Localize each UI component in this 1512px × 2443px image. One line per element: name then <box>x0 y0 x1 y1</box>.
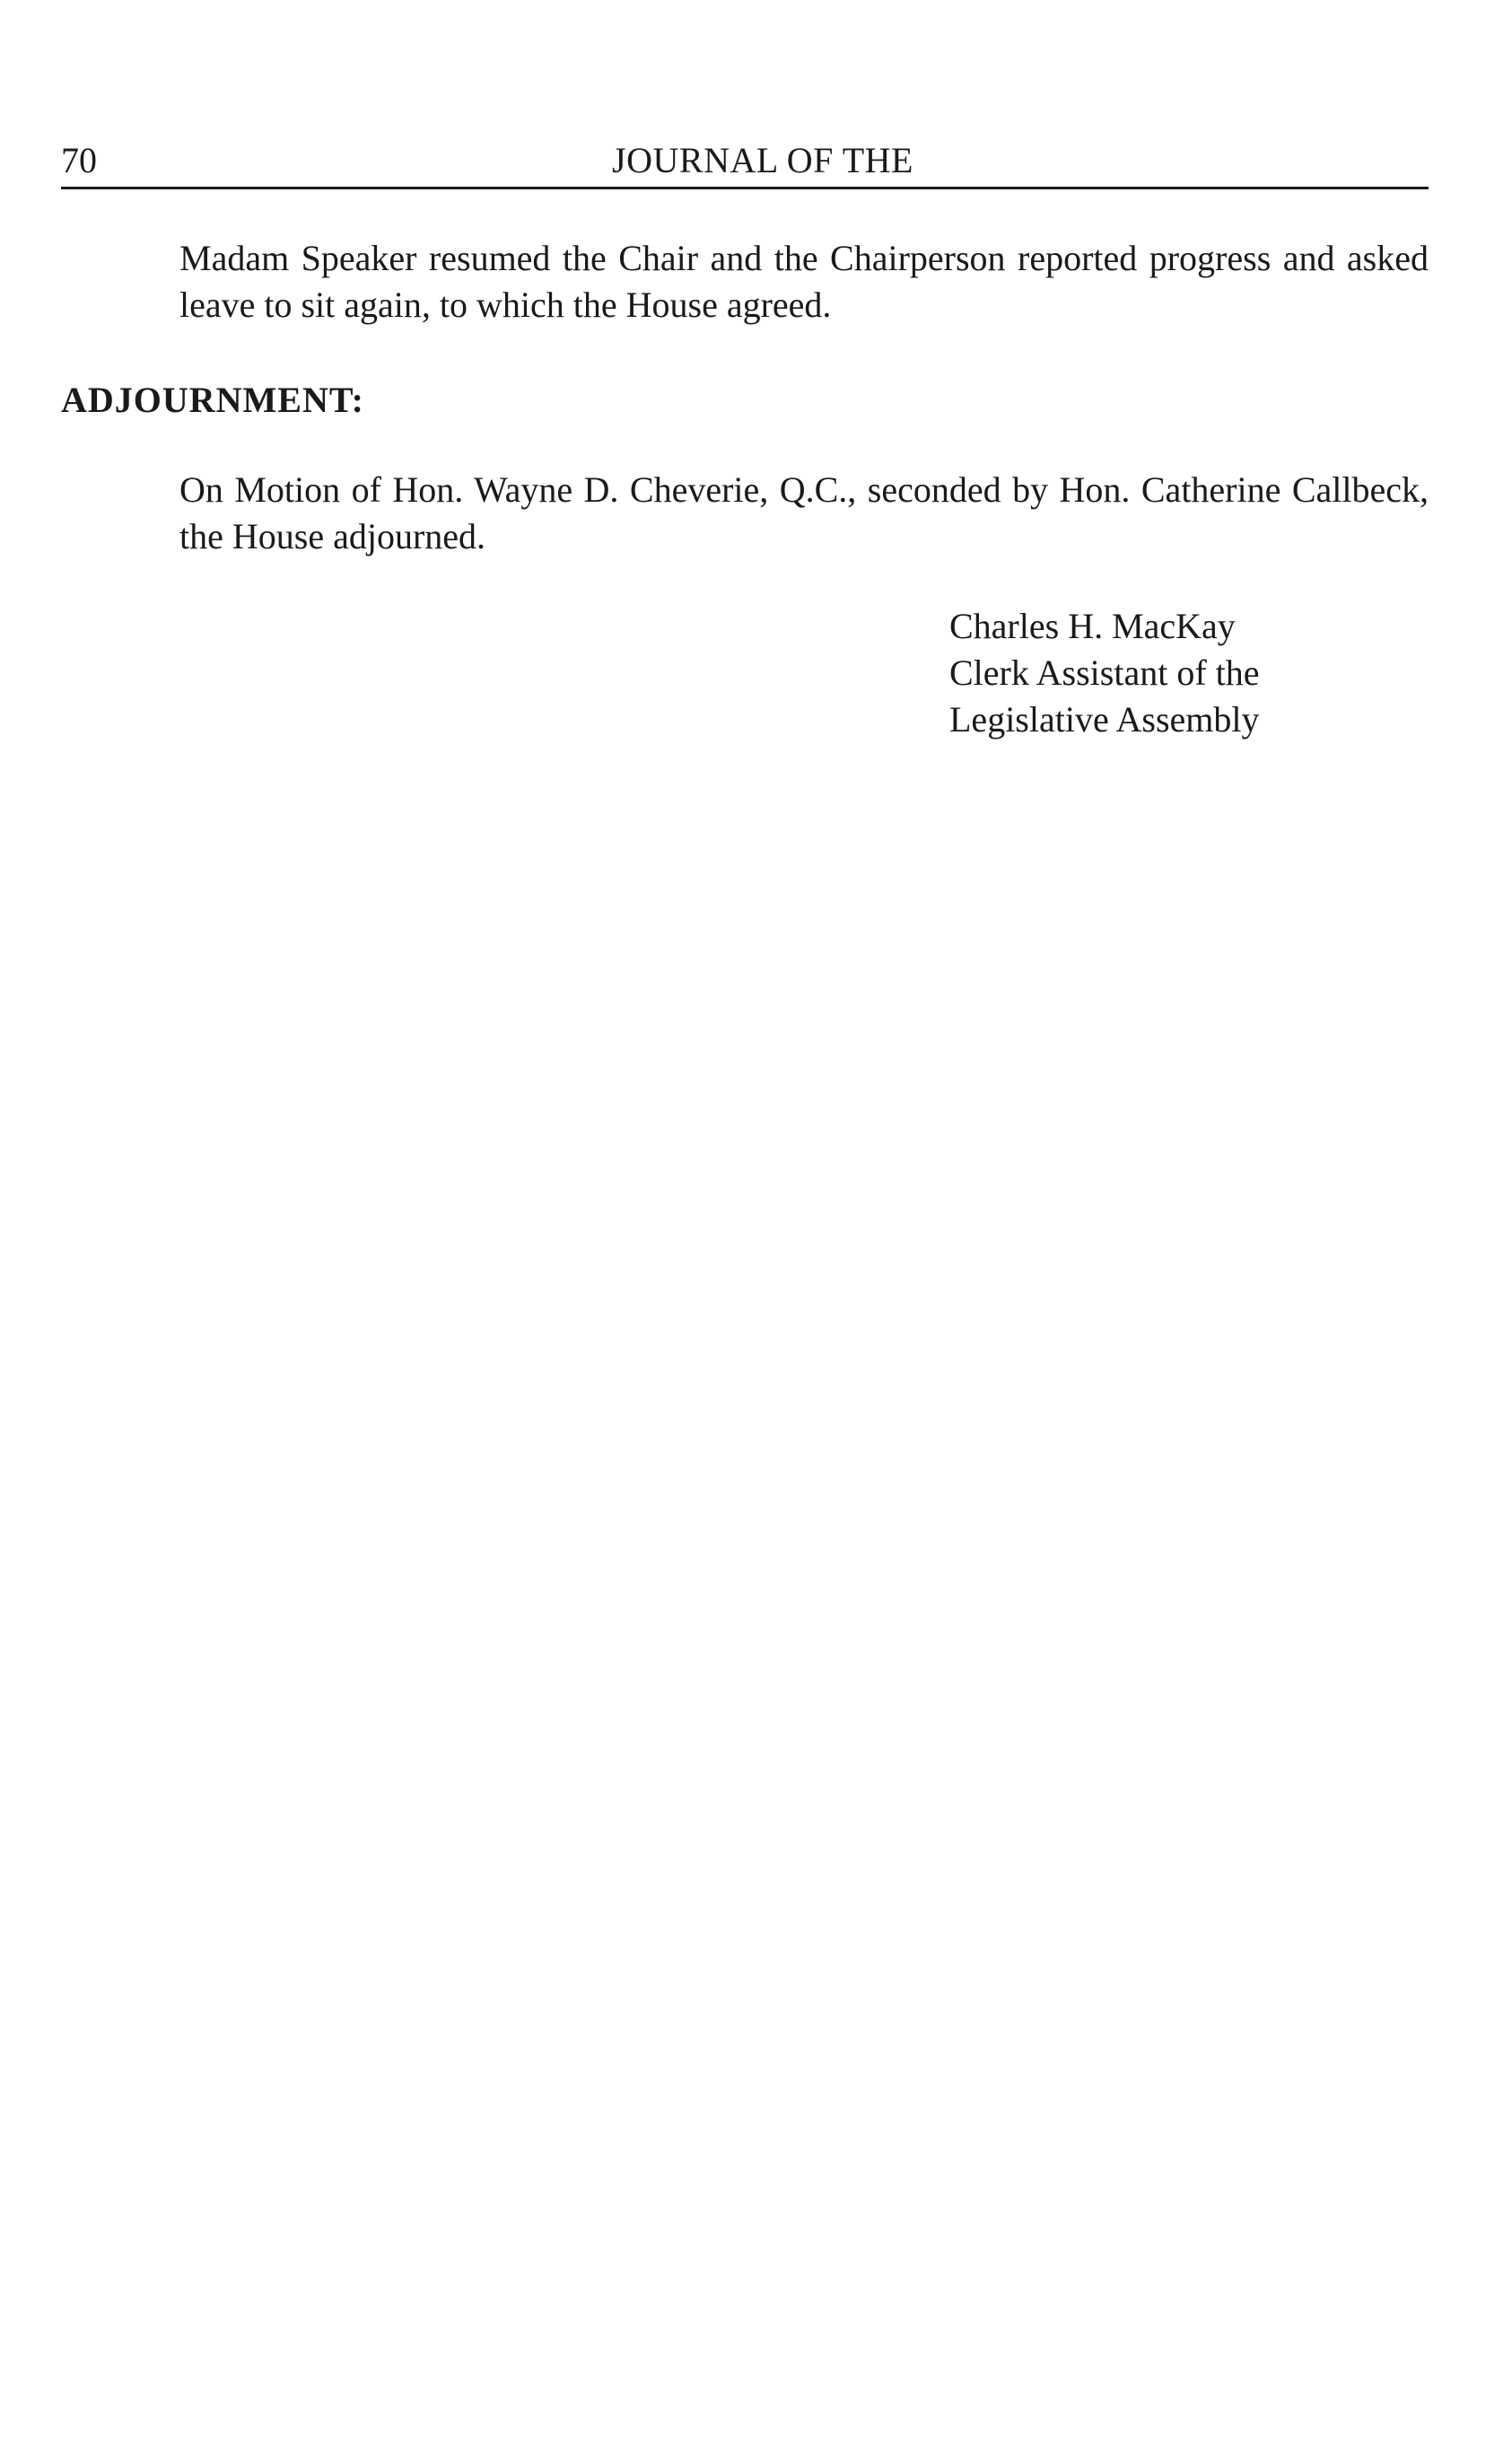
running-head: JOURNAL OF THE <box>612 140 913 180</box>
signatory-name: Charles H. MacKay <box>949 606 1236 646</box>
section-heading-adjournment: ADJOURNMENT: <box>61 380 364 420</box>
adjournment-paragraph: On Motion of Hon. Wayne D. Cheverie, Q.C., seconded by Hon. Catherine Callbeck, the House adjourned. <box>179 469 1429 556</box>
signatory-title-line-2: Legislative Assembly <box>949 699 1260 740</box>
progress-paragraph: Madam Speaker resumed the Chair and the Chairperson reported progress and asked leave to sit again, to which the House agreed. <box>179 238 1429 325</box>
page-number: 70 <box>61 140 97 180</box>
signatory-title-line-1: Clerk Assistant of the <box>949 652 1260 693</box>
page-header <box>61 135 1429 189</box>
signature-block <box>949 603 1260 743</box>
